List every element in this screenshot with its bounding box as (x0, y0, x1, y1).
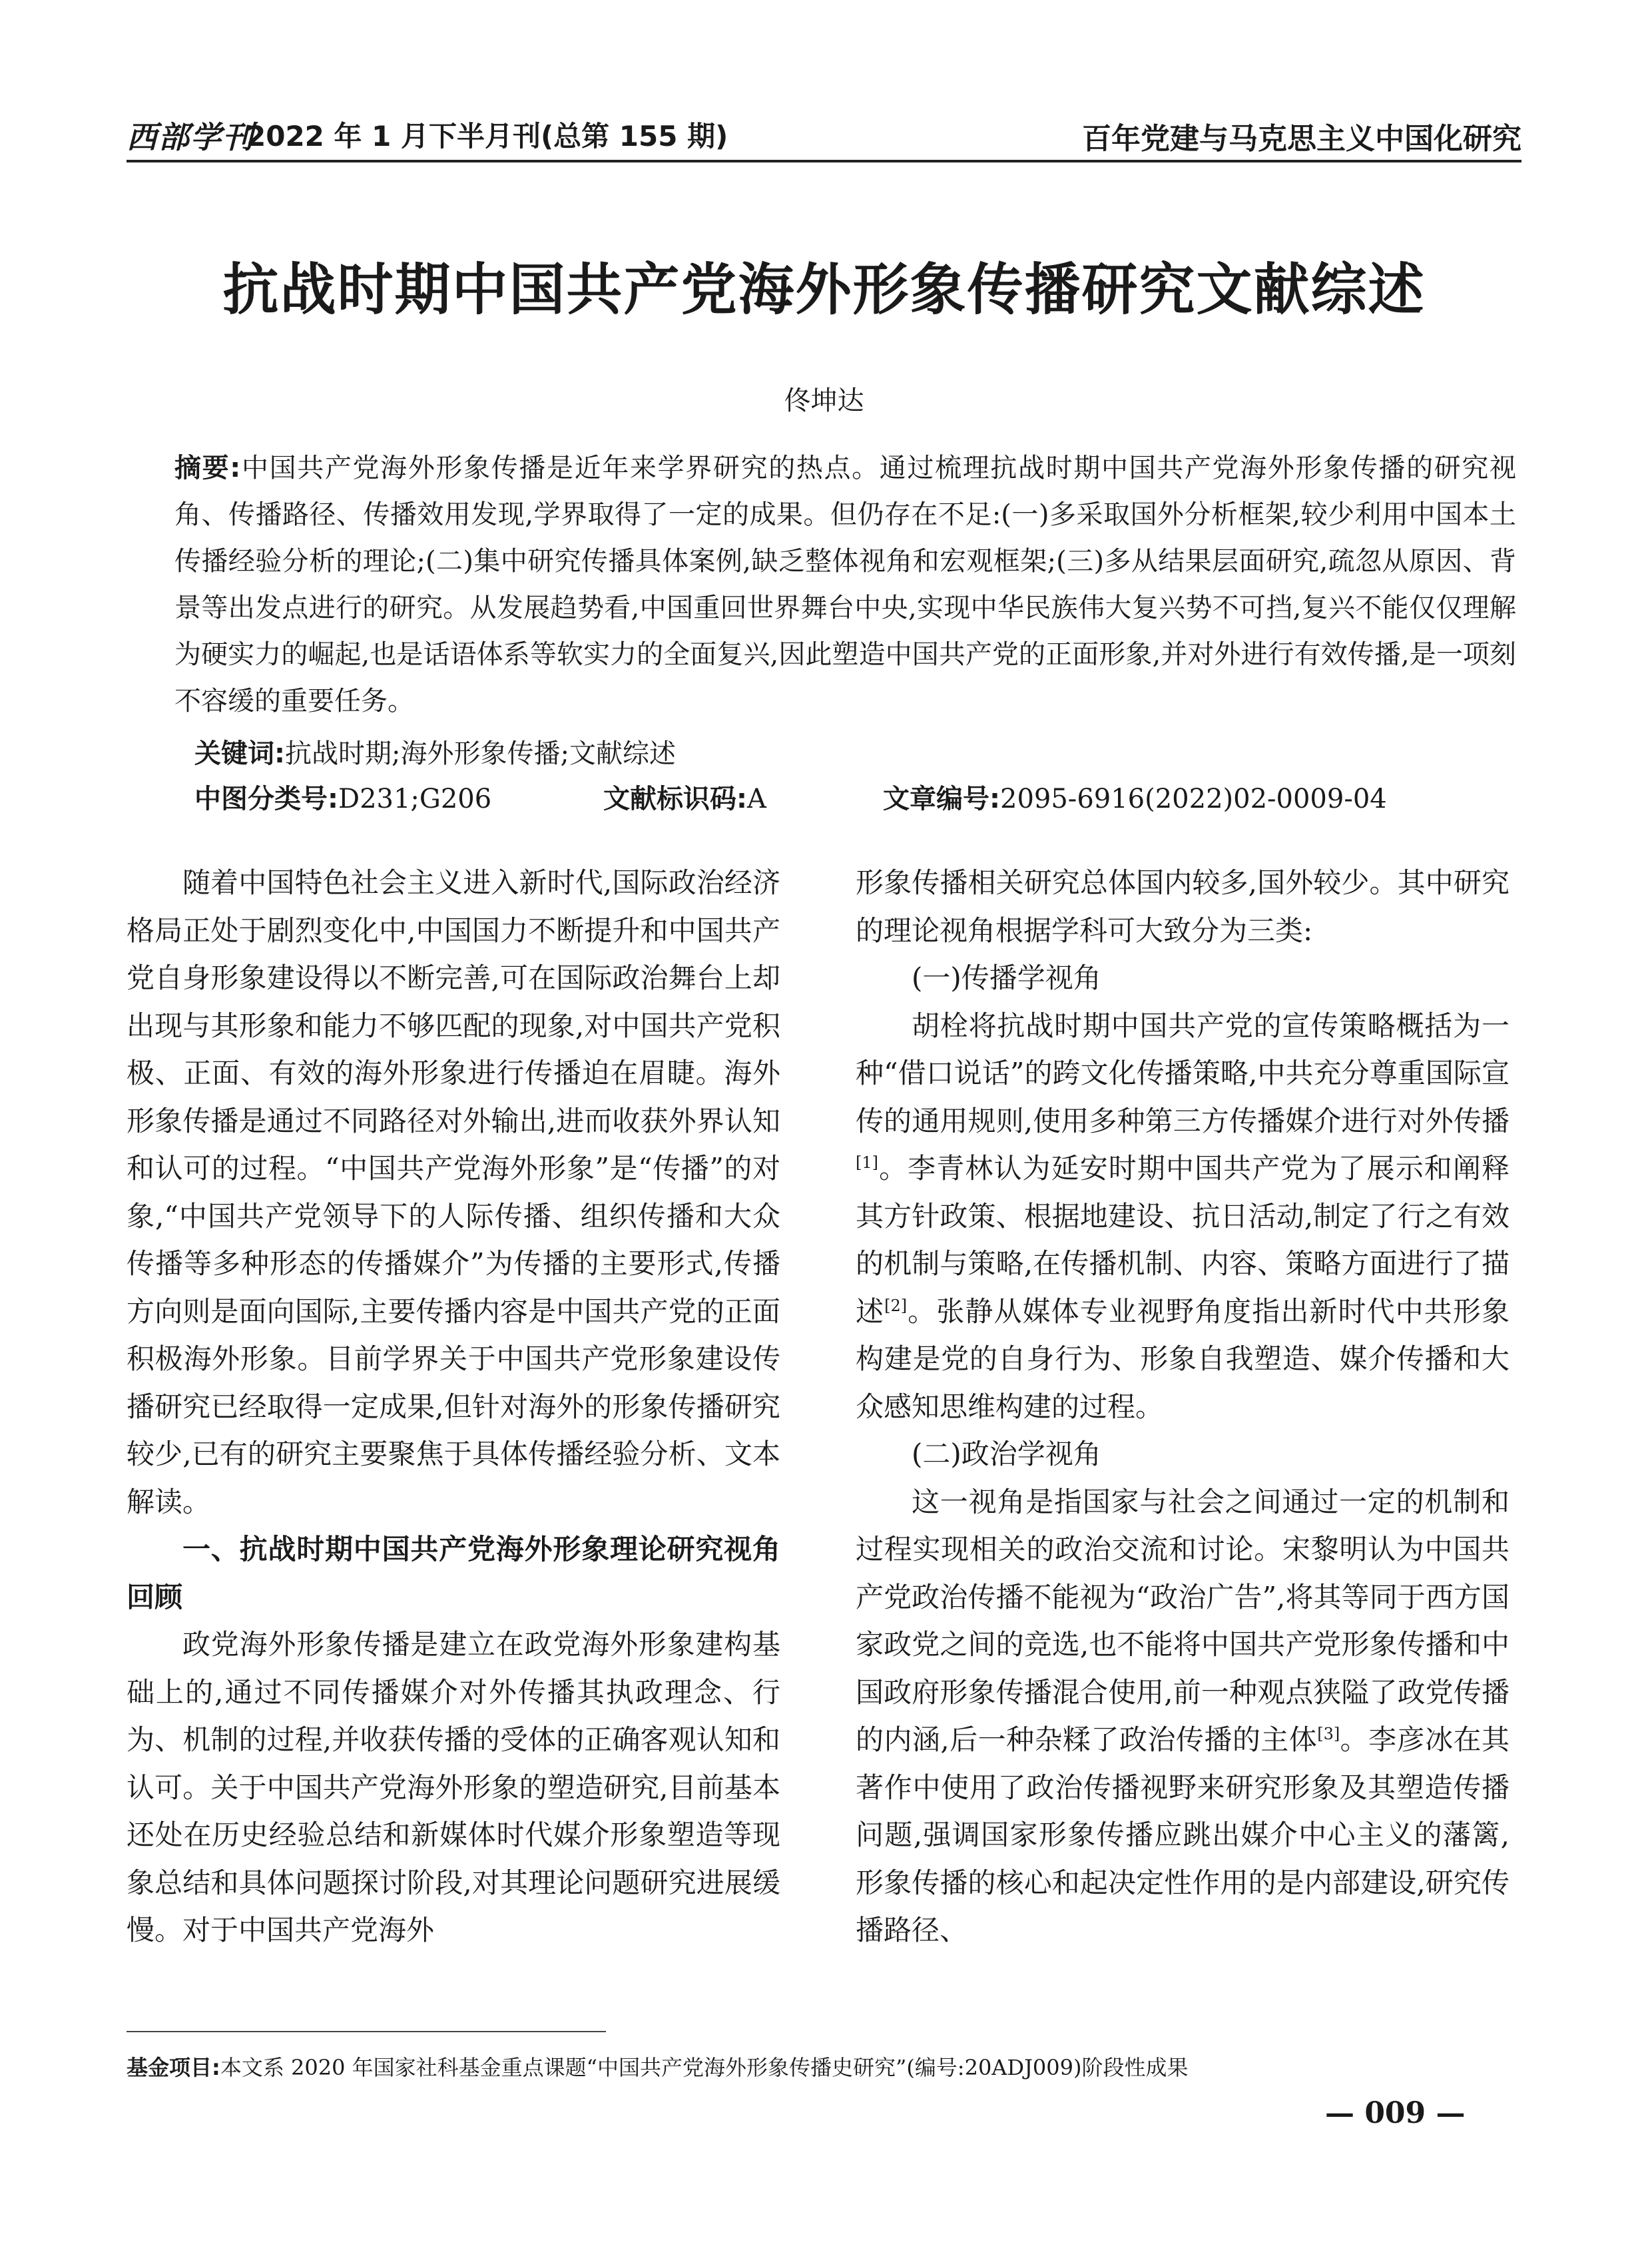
subsection-heading: (二)政治学视角 (912, 1438, 1101, 1470)
page-header (127, 107, 1521, 160)
text-run: 胡栓将抗战时期中国共产党的宣传策略概括为一种“借口说话”的跨文化传播策略,中共充分尊重国际宣传的通用规则,使用多种第三方传播媒介进行对外传播 (856, 1009, 1510, 1137)
header-rule (127, 160, 1521, 162)
body-column-right (856, 859, 1510, 1954)
journal-logo: 西部学刊 (127, 119, 254, 155)
clc-number (194, 778, 491, 816)
text-run: 这一视角是指国家与社会之间通过一定的机制和过程实现相关的政治交流和讨论。宋黎明认为中国共产党政治传播不能视为“政治广告”,将其等同于西方国家政党之间的竞选,也不能将中国共产党形象传播和中国政府形象传播混合使用,前一种观点狭隘了政党传播的内涵,后一种杂糅了政治传播的主体 (856, 1485, 1510, 1756)
text-run: 。李青林认为延安时期中国共产党为了展示和阐释其方针政策、根据地建设、抗日活动,制定了行之有效的机制与策略,在传播机制、内容、策略方面进行了描述 (856, 1152, 1510, 1328)
paragraph (856, 1002, 1510, 1431)
footnote-label: 基金项目: (127, 2055, 220, 2080)
paragraph: 政党海外形象传播是建立在政党海外形象建构基础上的,通过不同传播媒介对外传播其执政理念、行为、机制的过程,并收获传播的受体的正确客观认知和认可。关于中国共产党海外形象的塑造研究,目前基本还处在历史经验总结和新媒体时代媒介形象塑造等现象总结和具体问题探讨阶段,对其理论问题研究进展缓慢。对于中国共产党海外 (127, 1628, 780, 1946)
text-run: 。张静从媒体专业视野角度指出新时代中共形象构建是党的自身行为、形象自我塑造、媒介传播和大众感知思维构建的过程。 (856, 1294, 1510, 1423)
paragraph: 随着中国特色社会主义进入新时代,国际政治经济格局正处于剧烈变化中,中国国力不断提升和中国共产党自身形象建设得以不断完善,可在国际政治舞台上却出现与其形象和能力不够匹配的现象,对中国共产党积极、正面、有效的海外形象进行传播迫在眉睫。海外形象传播是通过不同路径对外输出,进而收获外界认知和认可的过程。“中国共产党海外形象”是“传播”的对象,“中国共产党领导下的人际传播、组织传播和大众传播等多种形态的传播媒介”为传播的主要形式,传播方向则是面向国际,主要传播内容是中国共产党的正面积极海外形象。目前学界关于中国共产党形象建设传播研究已经取得一定成果,但针对海外的形象传播研究较少,已有的研究主要聚焦于具体传播经验分析、文本解读。 (127, 866, 780, 1518)
page-number: — 009 — (1325, 2096, 1466, 2130)
keywords-text: 抗战时期;海外形象传播;文献综述 (285, 738, 676, 769)
section-heading: 一、抗战时期中国共产党海外形象理论研究视角回顾 (127, 1533, 780, 1613)
abstract (174, 445, 1516, 724)
citation-ref[interactable]: [2] (884, 1296, 908, 1315)
clc-label: 中图分类号: (194, 784, 338, 814)
footnote-rule (127, 2031, 606, 2032)
article-no-label: 文章编号: (883, 784, 1000, 814)
footnote-text: 本文系 2020 年国家社科基金重点课题“中国共产党海外形象传播史研究”(编号:20ADJ009)阶段性成果 (220, 2055, 1189, 2080)
column-name: 百年党建与马克思主义中国化研究 (1082, 122, 1521, 156)
paragraph (856, 1478, 1510, 1954)
paragraph: 形象传播相关研究总体国内较多,国外较少。其中研究的理论视角根据学科可大致分为三类: (856, 866, 1510, 947)
keywords (194, 732, 676, 770)
body-column-left (127, 859, 780, 1954)
abstract-label: 摘要: (174, 453, 241, 483)
doc-code-value: A (747, 784, 766, 814)
article-no-value: 2095-6916(2022)02-0009-04 (1000, 784, 1387, 814)
clc-value: D231;G206 (338, 784, 492, 814)
article-title: 抗战时期中国共产党海外形象传播研究文献综述 (222, 257, 1426, 322)
citation-ref[interactable]: [1] (856, 1153, 878, 1172)
author: 佟坤达 (784, 386, 864, 416)
doc-code-label: 文献标识码: (603, 784, 747, 814)
citation-ref[interactable]: [3] (1317, 1725, 1340, 1743)
issue-info: 2022 年 1 月下半月刊(总第 155 期) (246, 120, 728, 152)
article-number (883, 778, 1387, 816)
footnote (127, 2051, 1521, 2082)
subsection-heading: (一)传播学视角 (912, 962, 1101, 994)
document-code (603, 778, 766, 816)
text-run: 。李彦冰在其著作中使用了政治传播视野来研究形象及其塑造传播问题,强调国家形象传播应跳出媒介中心主义的藩篱,形象传播的核心和起决定性作用的是内部建设,研究传播路径、 (856, 1723, 1510, 1946)
abstract-text: 中国共产党海外形象传播是近年来学界研究的热点。通过梳理抗战时期中国共产党海外形象传播的研究视角、传播路径、传播效用发现,学界取得了一定的成果。但仍存在不足:(一)多采取国外分析框架,较少利用中国本土传播经验分析的理论;(二)集中研究传播具体案例,缺乏整体视角和宏观框架;(三)多从结果层面研究,疏忽从原因、背景等出发点进行的研究。从发展趋势看,中国重回世界舞台中央,实现中华民族伟大复兴势不可挡,复兴不能仅仅理解为硬实力的崛起,也是话语体系等软实力的全面复兴,因此塑造中国共产党的正面形象,并对外进行有效传播,是一项刻不容缓的重要任务。 (174, 453, 1517, 716)
keywords-label: 关键词: (194, 738, 285, 769)
